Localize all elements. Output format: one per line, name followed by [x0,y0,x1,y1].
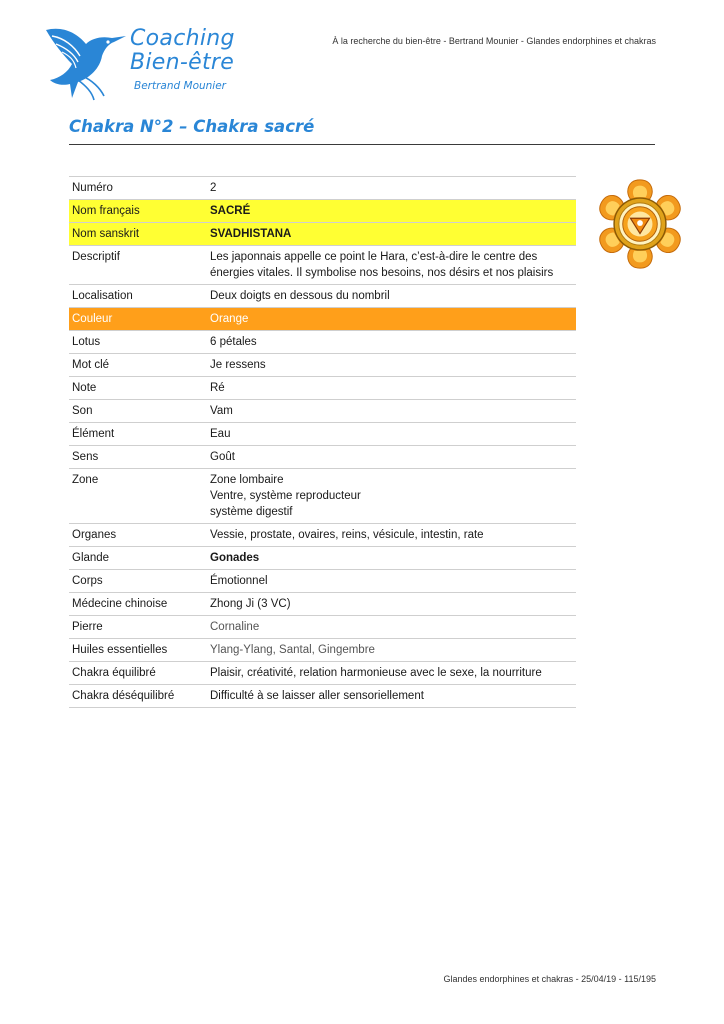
row-value: Goût [207,446,576,469]
row-label: Son [69,400,207,423]
table-row [69,246,576,285]
row-value: Les japonnais appelle ce point le Hara, c’est-à-dire le centre des énergies vitales. Il symbolise nos besoins, nos désirs et nos plaisirs [207,246,576,285]
row-label: Numéro [69,177,207,200]
table-row [69,547,576,570]
row-label: Note [69,377,207,400]
table-row [69,223,576,246]
row-label: Zone [69,469,207,524]
table-row [69,377,576,400]
page-footer: Glandes endorphines et chakras - 25/04/19 - 115/195 [443,974,656,984]
logo-author: Bertrand Mounier [134,80,226,92]
table-row [69,446,576,469]
table-row [69,423,576,446]
row-value: Je ressens [207,354,576,377]
row-value: Ré [207,377,576,400]
row-value [207,469,576,524]
row-value: Ylang-Ylang, Santal, Gingembre [207,639,576,662]
table-row [69,570,576,593]
row-value: Deux doigts en dessous du nombril [207,285,576,308]
zone-line: Ventre, système reproducteur [210,490,361,502]
row-value: Plaisir, créativité, relation harmonieuse avec le sexe, la nourriture [207,662,576,685]
table-row [69,662,576,685]
row-value: Cornaline [207,616,576,639]
row-label: Sens [69,446,207,469]
table-row [69,639,576,662]
row-value: Eau [207,423,576,446]
row-label: Descriptif [69,246,207,285]
chakra-properties-table [69,176,576,708]
table-row [69,685,576,708]
table-row [69,524,576,547]
sacral-chakra-icon [592,176,688,272]
row-value: Émotionnel [207,570,576,593]
table-row [69,354,576,377]
table-row [69,331,576,354]
row-label: Glande [69,547,207,570]
zone-line: système digestif [210,506,293,518]
page-title: Chakra N°2 – Chakra sacré [69,117,315,136]
row-label: Pierre [69,616,207,639]
logo [42,22,242,102]
row-label: Localisation [69,285,207,308]
row-label: Nom français [69,200,207,223]
row-value: SVADHISTANA [207,223,576,246]
row-value: Vessie, prostate, ovaires, reins, vésicule, intestin, rate [207,524,576,547]
row-value: Difficulté à se laisser aller sensoriellement [207,685,576,708]
row-label: Huiles essentielles [69,639,207,662]
row-value: SACRÉ [207,200,576,223]
running-header: À la recherche du bien-être - Bertrand Mounier - Glandes endorphines et chakras [332,36,656,46]
row-label: Corps [69,570,207,593]
row-label: Lotus [69,331,207,354]
table-row [69,616,576,639]
row-value: 2 [207,177,576,200]
zone-line: Zone lombaire [210,474,284,486]
row-value: Gonades [207,547,576,570]
row-label: Élément [69,423,207,446]
row-value: Vam [207,400,576,423]
row-label: Médecine chinoise [69,593,207,616]
hummingbird-icon [42,22,132,102]
row-value: 6 pétales [207,331,576,354]
table-row [69,469,576,524]
title-divider [69,144,655,145]
row-value: Orange [207,308,576,331]
logo-title-coaching: Coaching [130,26,235,51]
row-label: Nom sanskrit [69,223,207,246]
row-label: Chakra déséquilibré [69,685,207,708]
table-row [69,308,576,331]
table-row [69,177,576,200]
table-row [69,285,576,308]
table-row [69,400,576,423]
row-label: Mot clé [69,354,207,377]
table-row [69,593,576,616]
row-value: Zhong Ji (3 VC) [207,593,576,616]
row-label: Chakra équilibré [69,662,207,685]
row-label: Organes [69,524,207,547]
table-row [69,200,576,223]
row-label: Couleur [69,308,207,331]
logo-title-bien-etre: Bien-être [130,50,235,75]
